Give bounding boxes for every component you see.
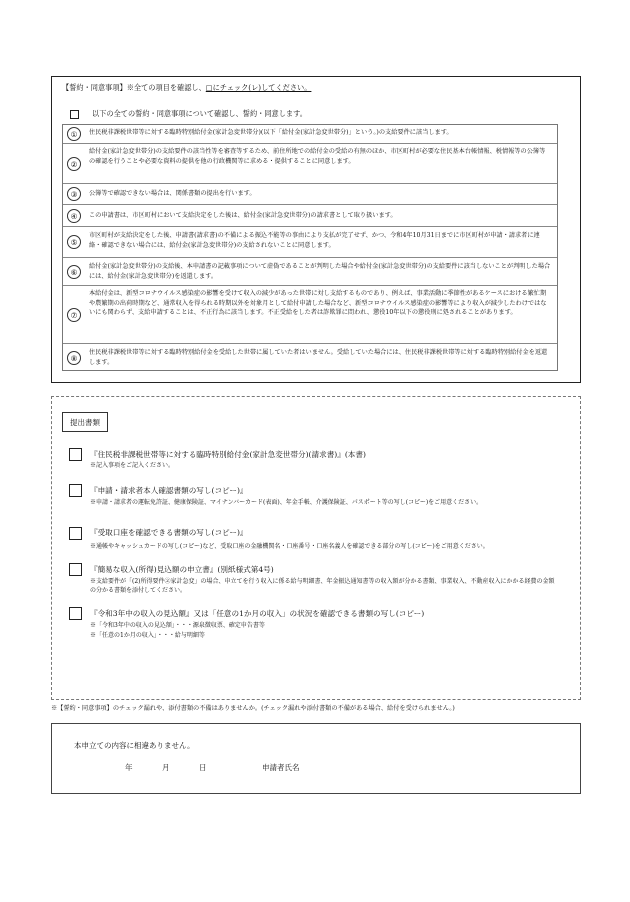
- oath-item-number: ③: [67, 187, 81, 201]
- document-title: 『受取口座を確認できる書類の写し(コピー)』: [90, 528, 248, 537]
- oath-item-text: この申請書は、市区町村において支給決定をした後は、給付金(家計急変世帯分)の請求書として取り扱います。: [89, 212, 397, 219]
- document-note: ※通帳やキャッシュカードの写し(コピー)など、受取口座の金融機関名・口座番号・口座名義人を確認できる部分の写し(コピー)をご用意ください。: [90, 543, 489, 550]
- documents-title: 提出書類: [62, 412, 108, 432]
- document-title: 『住民税非課税世帯等に対する臨時特別給付金(家計急変世帯分)(請求書)』(本書): [90, 450, 366, 459]
- oath-item: [63, 125, 557, 143]
- agree-all-row[interactable]: [70, 109, 307, 119]
- oath-item: [63, 285, 557, 343]
- declaration-text: 本申立ての内容に相違ありません。: [74, 741, 195, 750]
- documents-section: [51, 396, 581, 700]
- oath-item-number: ①: [67, 127, 81, 141]
- oath-item-text: 住民税非課税世帯等に対する臨時特別給付金を受給した世帯に属していた者はいません。受給していた場合には、住民税非課税世帯等に対する臨時特別給付金を返還します。: [89, 349, 548, 366]
- oath-item-number: ④: [67, 209, 81, 223]
- oath-item-number: ⑧: [67, 351, 81, 365]
- oath-item-text: 公簿等で確認できない場合は、関係書類の提出を行います。: [89, 190, 256, 197]
- oath-header-prefix: 【誓約・同意事項】: [62, 83, 127, 92]
- oath-item: [63, 183, 557, 204]
- oath-item-number: ⑤: [67, 235, 81, 249]
- oath-item: [63, 204, 557, 226]
- applicant-name-label: 申請者氏名: [262, 763, 300, 772]
- document-note: ※記入事項をご記入ください。: [90, 462, 175, 469]
- check-reminder-note: ※【誓約・同意事項】のチェック漏れや、添付書類の不備はありませんか。(チェック漏れや添付書類の不備がある場合、給付を受けられません。): [51, 705, 455, 712]
- declaration-section: [51, 723, 581, 794]
- oath-header-text: ※全ての項目を確認し、: [126, 83, 206, 92]
- oath-item-text: 市区町村が支給決定をした後、申請書(請求書)の不備による振込不能等の事由により支払が完了せず、かつ、令和4年10月31日までに市区町村が申請・請求者に連絡・確認できない場合には、給付金(家計急変世帯分)の支給されないことに同意します。: [89, 232, 540, 249]
- day-label: 日: [199, 763, 207, 772]
- oath-header: [62, 83, 311, 93]
- oath-item-text: 給付金(家計急変世帯分)の支給要件の該当性等を審査等するため、前住所地での給付金の受給の有無のほか、市区町村が必要な住民基本台帳情報、税情報等の公簿等の確認を行うことや必要な資料の提供を他の行政機関等に求める・提供することに同意します。: [89, 148, 546, 165]
- oath-item-text: 給付金(家計急変世帯分)の支給後、本申請書の記載事項について虚偽であることが判明した場合や給付金(家計急変世帯分)の支給要件に該当しないことが判明した場合には、給付金(家計急変世帯分)を返還します。: [89, 263, 551, 280]
- oath-item-number: ⑦: [67, 308, 81, 322]
- document-title: 『令和3年中の収入の見込額』又は「任意の1か月の収入」の状況を確認できる書類の写し(コピー): [90, 609, 425, 618]
- oath-item: [63, 143, 557, 183]
- oath-item-text: 住民税非課税世帯等に対する臨時特別給付金(家計急変世帯分)(以下「給付金(家計急変世帯分)」という。)の支給要件に該当します。: [89, 129, 453, 136]
- document-checkbox[interactable]: [69, 607, 82, 620]
- document-note: ※申請・請求者の運転免許証、健康保険証、マイナンバーカード(表面)、年金手帳、介護保険証、パスポート等の写し(コピー)をご用意ください。: [90, 499, 483, 506]
- year-label: 年: [125, 763, 133, 772]
- document-note: ※「令和3年中の収入の見込額」・・・源泉徴収票、確定申告書等: [90, 622, 265, 629]
- oath-item: [63, 257, 557, 285]
- agree-all-checkbox[interactable]: [70, 110, 79, 119]
- oath-item: [63, 226, 557, 257]
- document-title: 『簡易な収入(所得)見込額の申立書』(別紙様式第4号): [90, 565, 274, 574]
- oath-item-number: ⑥: [67, 265, 81, 279]
- document-checkbox[interactable]: [69, 563, 82, 576]
- month-label: 月: [162, 763, 170, 772]
- oath-item-number: ②: [67, 157, 81, 171]
- oath-section: [51, 76, 581, 383]
- agree-all-label: 以下の全ての誓約・同意事項について確認し、誓約・同意します。: [92, 109, 307, 118]
- oath-header-instruction: □にチェック(レ)してください。: [205, 83, 312, 92]
- oath-item-text: 本給付金は、新型コロナウイルス感染症の影響を受けて収入の減少があった世帯に対し支給するものであり、例えば、事業活動に季節性があるケースにおける繁忙期や農繁期の出荷時期など、通常収入を得られる時期以外を対象月として給付申請した場合など、新型コロナウイルス感染症の影響等により収入が減少したわけではないにも関わらず、支給申請することは、不正行為に該当します。不正受給をした者は詐欺罪に問われ、懲役10年以下の懲役刑に処されることがあります。: [89, 290, 547, 317]
- document-checkbox[interactable]: [69, 448, 82, 461]
- document-note: ※「任意の1か月の収入」・・・給与明細等: [90, 632, 205, 639]
- document-title: 『申請・請求者本人確認書類の写し(コピー)』: [90, 486, 248, 495]
- oath-item: [63, 343, 557, 372]
- document-checkbox[interactable]: [69, 484, 82, 497]
- oath-items-table: [62, 124, 558, 371]
- document-checkbox[interactable]: [69, 527, 82, 540]
- document-note: ※支給要件が「(2)所得要件②家計急変」の場合、申立てを行う収入に係る給与明細書、年金振込通知書等の収入額が分かる書類、事業収入、不動産収入にかかる経費の金額の分かる書類を添付してください。: [90, 578, 555, 594]
